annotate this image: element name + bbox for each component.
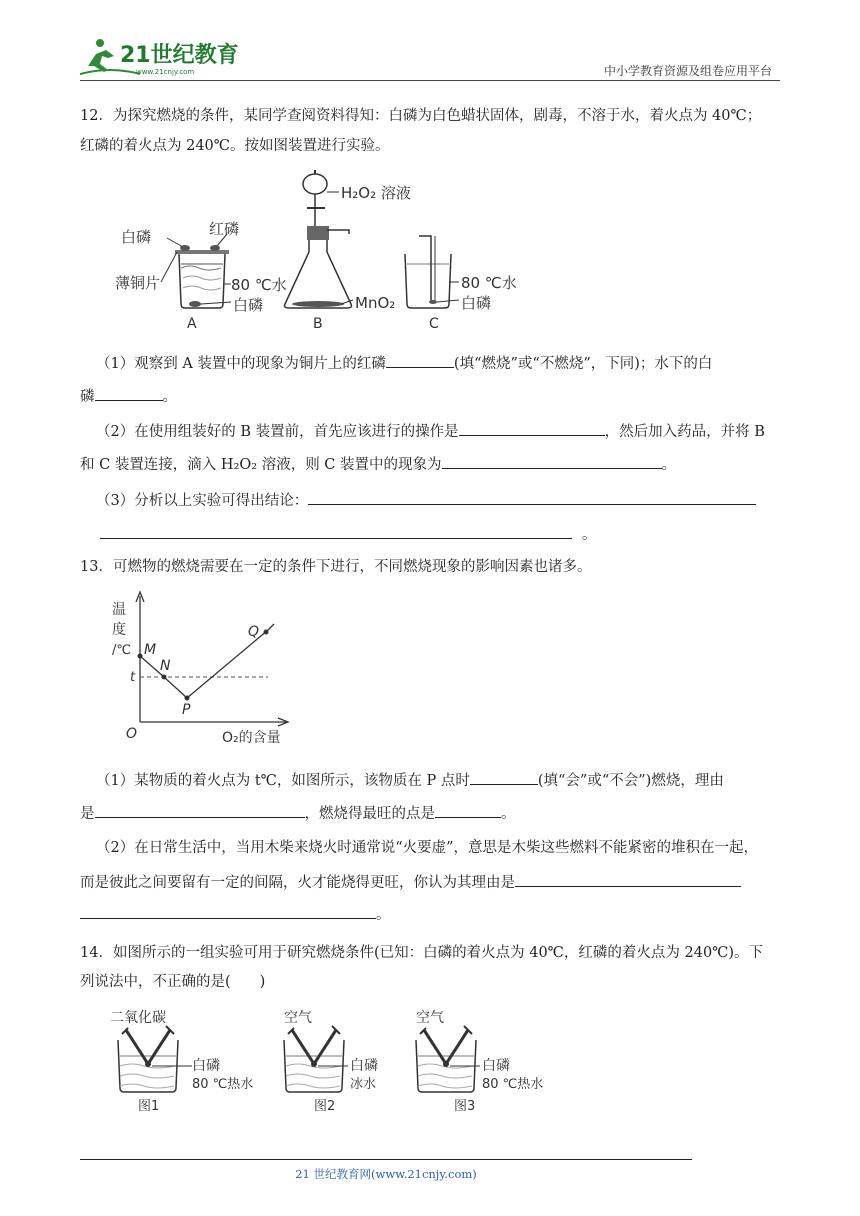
f3-label2: 80 ℃热水 [482,1077,544,1092]
c-label-water: 80 ℃水 [461,274,517,292]
q13-s1-text-a: （1）某物质的着火点为 t℃，如图所示，该物质在 P 点时 [96,773,470,789]
q12-s2-row1 [96,421,765,442]
a-caption: A [187,316,197,332]
q12-s2-blank1[interactable] [459,421,605,436]
q13-s2-blank1[interactable] [515,872,741,887]
q13-s1-text-e: 。 [501,806,516,822]
q13-s1-text-d: ，燃烧得最旺的点是 [304,806,435,822]
q14-figure [108,1006,568,1118]
q13-s1-row2 [80,803,516,824]
red-phosphorus-dot [210,245,220,251]
header-divider [80,80,780,81]
ylabel-2: 度 [112,622,126,638]
point-n-marker [162,675,167,680]
label-m: M [144,642,157,658]
q12-s3-blank2[interactable] [100,524,572,539]
b-caption: B [313,316,323,332]
ylabel-3: /℃ [112,643,131,658]
header-platform-text: 中小学教育资源及组卷应用平台 [603,64,772,78]
q12-s2-text-a: （2）在使用组装好的 B 装置前，首先应该进行的操作是 [96,424,459,440]
label-n: N [160,658,171,674]
footer-divider [80,1159,692,1160]
gas-tube [419,236,431,302]
f2-gas: 空气 [284,1010,312,1026]
apparatus-c [405,236,517,332]
q12-apparatus-figure [115,168,535,334]
figure-1 [110,1010,253,1114]
q14-line1: 14．如图所示的一组实验可用于研究燃烧条件(已知：白磷的着火点为 40℃，红磷的着火点为 240℃)。下 [80,945,764,961]
q13-s2-line1: （2）在日常生活中，当用木柴来烧火时通常说“火要虚”，意思是木柴这些燃料不能紧密的堆积在一起， [96,840,759,856]
q13-s1-blank2[interactable] [95,803,305,818]
q12-line1: 12．为探究燃烧的条件，某同学查阅资料得知：白磷为白色蜡状固体，剧毒，不溶于水，着火点为 40℃； [80,108,762,124]
a-label-red: 红磷 [209,220,240,238]
f1-label1: 白磷 [192,1058,220,1074]
q14-line2: 列说法中，不正确的是( ) [80,974,266,990]
point-p-marker [185,696,190,701]
figure-2 [284,1009,378,1114]
q12-s2-text-b: ，然后加入药品，并将 B [604,424,765,440]
point-q-marker [264,630,269,635]
logo-text: 21世纪教育 [120,43,239,68]
apparatus-b [285,170,411,332]
q12-s3-blank1[interactable] [308,490,756,505]
q13-s1-text-b: (填“会”或“不会”)燃烧，理由 [537,773,724,789]
logo [80,36,250,78]
a-label-copper: 薄铜片 [115,274,161,292]
q12-s1-text-c: 磷 [80,389,95,405]
label-p: P [182,702,191,718]
point-m-marker [138,654,143,659]
q13-s1-blank1[interactable] [470,770,538,785]
q12-s2-blank2[interactable] [442,454,662,469]
q12-s1-blank1[interactable] [386,353,454,368]
stopper [307,226,329,240]
q12-s1-row2 [80,386,177,407]
q13-s1-row1 [96,770,724,791]
q12-s2-text-c: 和 C 装置连接，滴入 H₂O₂ 溶液，则 C 装置中的现象为 [80,457,442,473]
f1-gas: 二氧化碳 [110,1010,166,1026]
f2-label2: 冰水 [350,1077,377,1092]
f3-caption: 图3 [454,1099,476,1114]
b-label-h2o2: H₂O₂ 溶液 [341,184,411,202]
q13-graph [108,586,298,748]
q12-s1-text-b: (填“燃烧”或“不燃烧”，下同)；水下的白 [453,356,713,372]
q12-s3-end: 。 [582,527,597,543]
q12-s2-row2 [80,454,676,475]
f1-label2: 80 ℃热水 [192,1077,254,1092]
a-label-water: 80 ℃水 [231,276,287,294]
q12-s1-text-a: （1）观察到 A 装置中的现象为铜片上的红磷 [96,356,386,372]
a-label-white2: 白磷 [233,296,264,314]
q13-s1-text-c: 是 [80,806,95,822]
q13-s2-row2 [80,872,741,893]
label-origin: O [126,726,138,742]
logo-url: www.21cnjy.com [136,68,195,76]
apparatus-a [115,220,287,332]
label-q: Q [248,624,260,640]
q12-s3-row2 [100,524,597,545]
beaker-c [405,254,451,308]
f3-gas: 空气 [416,1010,444,1026]
separatory-funnel [303,174,327,194]
conical-flask [285,240,352,308]
q12-s3-text-a: （3）分析以上实验可得出结论： [96,493,309,509]
f2-label1: 白磷 [350,1058,378,1074]
b-label-mno2: MnO₂ [355,294,396,312]
q13-s2-text-b: 而是彼此之间要留有一定的间隔，火才能烧得更旺，你认为其理由是 [80,875,515,891]
a-label-white: 白磷 [121,228,152,246]
c-caption: C [429,316,439,332]
f2-caption: 图2 [314,1099,336,1114]
f1-caption: 图1 [138,1099,160,1114]
q13-s2-end: 。 [376,907,391,923]
q12-s1-text-d: 。 [162,389,177,405]
c-label-white: 白磷 [461,294,492,312]
q13-s1-blank3[interactable] [435,803,501,818]
q13-line1: 13．可燃物的燃烧需要在一定的条件下进行，不同燃烧现象的影响因素也诸多。 [80,559,592,575]
footer-link[interactable]: 21 世纪教育网(www.21cnjy.com) [295,1167,477,1181]
ylabel-1: 温 [112,602,126,618]
label-t: t [130,670,136,685]
q12-s1-row1 [96,353,712,374]
q12-s1-blank2[interactable] [95,386,163,401]
xlabel: O₂的含量 [222,730,281,746]
q13-s2-row3 [80,904,391,925]
q12-s2-text-d: 。 [661,457,676,473]
q12-line2: 红磷的着火点为 240℃。按如图装置进行实验。 [80,138,390,154]
q13-s2-blank2[interactable] [80,904,376,919]
q12-s3-row1 [96,490,756,511]
f3-label1: 白磷 [482,1058,510,1074]
figure-3 [416,1009,543,1114]
